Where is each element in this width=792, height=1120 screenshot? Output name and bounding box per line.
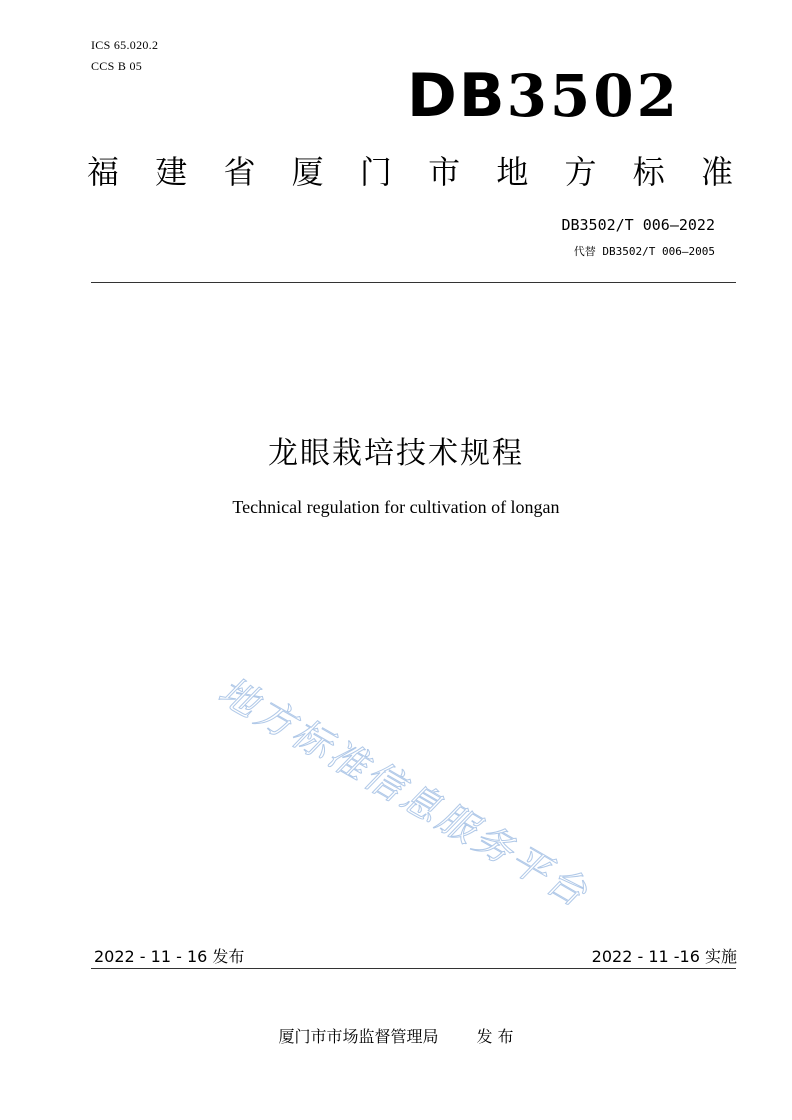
issuing-authority [0, 1024, 792, 1047]
category-char: 市 [428, 153, 461, 191]
issuer-action: 发 布 [476, 1027, 514, 1046]
category-char: 省 [223, 153, 256, 191]
replaces-standard: 代替 DB3502/T 006—2005 [573, 245, 715, 258]
standard-number: DB3502/T 006—2022 [561, 216, 715, 234]
logo-code: 3502 [506, 62, 680, 130]
standard-logo [407, 61, 680, 131]
implementation-date: 2022 - 11 -16 实施 [591, 947, 737, 966]
watermark: 地方标准信息服务平台 [211, 668, 598, 917]
footer-divider [91, 968, 736, 969]
ccs-code: CCS B 05 [91, 59, 143, 73]
standard-category [87, 149, 733, 195]
category-char: 建 [155, 153, 188, 191]
category-char: 厦 [291, 153, 324, 191]
category-char: 门 [359, 153, 392, 191]
issue-date: 2022 - 11 - 16 发布 [94, 947, 245, 966]
category-char: 标 [632, 153, 665, 191]
ics-code: ICS 65.020.2 [91, 38, 159, 52]
header-divider [91, 282, 736, 283]
category-char: 准 [700, 153, 733, 191]
document-title-english: Technical regulation for cultivation of longan [232, 497, 560, 517]
category-char: 地 [496, 153, 529, 191]
issuer-name: 厦门市市场监督管理局 [278, 1027, 439, 1046]
document-title: 龙眼栽培技术规程 [268, 436, 524, 471]
category-char: 福 [87, 153, 120, 191]
category-char: 方 [564, 153, 597, 191]
logo-prefix: DB [407, 61, 507, 131]
